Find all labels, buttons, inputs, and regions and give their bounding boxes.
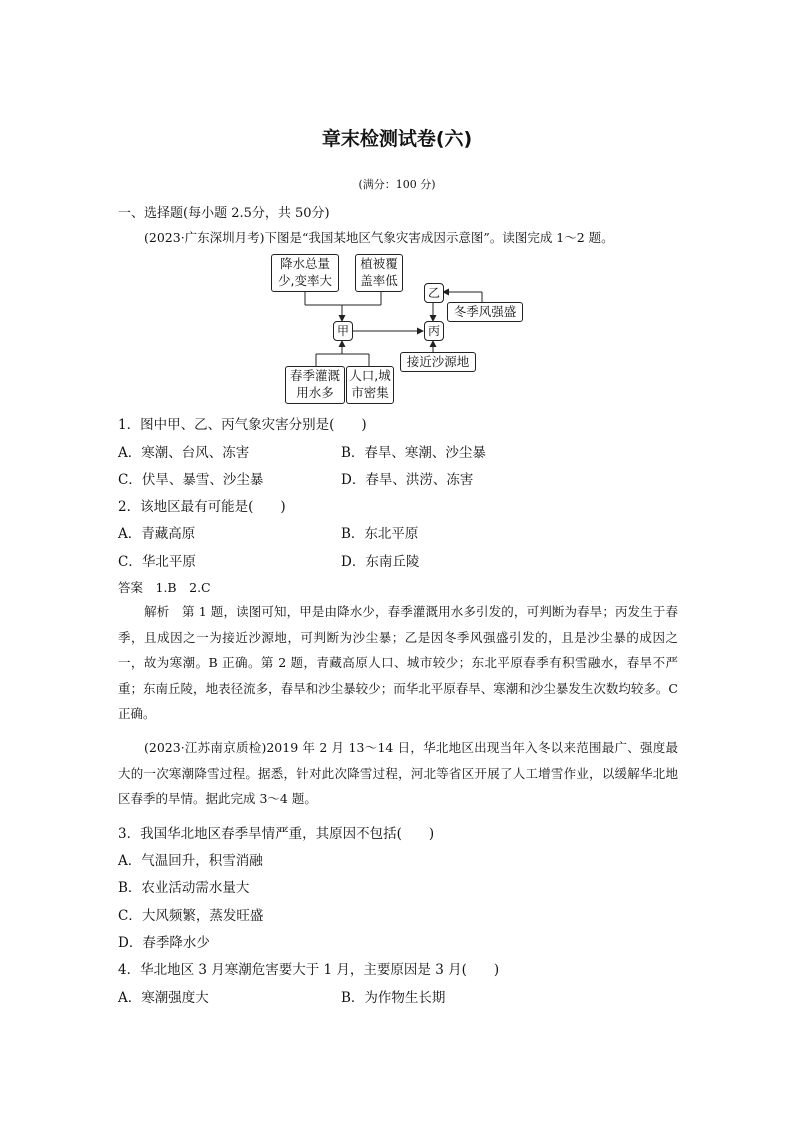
question-1-option-a: A．寒潮、台风、冻害	[118, 445, 250, 461]
question-3-stem: 3．我国华北地区春季旱情严重，其原因不包括( )	[118, 826, 435, 842]
answer-line: 答案 1.B 2.C	[118, 580, 211, 595]
node-spring-irrigation	[285, 366, 345, 404]
node-low-rainfall-line2: 少,变率大	[278, 273, 332, 288]
score-note: (满分：100 分)	[358, 178, 436, 191]
node-low-vegetation-line2: 盖率低	[360, 273, 398, 288]
question-1-option-b: B．春旱、寒潮、沙尘暴	[341, 445, 486, 461]
question-2-option-b: B．东北平原	[341, 526, 419, 542]
node-dense-population-line2: 市密集	[351, 385, 389, 400]
node-dense-population	[346, 366, 394, 404]
node-jia: 甲	[333, 321, 353, 341]
intro-paragraph-1: (2023·广东深圳月考)下图是“我国某地区气象灾害成因示意图”。读图完成 1～2 题。	[144, 230, 614, 245]
question-3-option-a: A．气温回升，积雪消融	[118, 853, 263, 869]
question-3-option-b: B．农业活动需水量大	[118, 880, 250, 896]
node-low-vegetation	[355, 254, 403, 292]
question-1-option-c: C．伏旱、暴雪、沙尘暴	[118, 472, 264, 488]
question-4-option-a: A．寒潮强度大	[118, 990, 209, 1006]
question-1-option-d: D．春旱、洪涝、冻害	[341, 472, 474, 488]
node-spring-irrigation-line1: 春季灌溉	[289, 368, 340, 383]
question-2-option-c: C．华北平原	[118, 554, 196, 570]
question-2-stem: 2．该地区最有可能是( )	[118, 499, 286, 515]
node-yi: 乙	[424, 283, 444, 303]
question-4-stem: 4．华北地区 3 月寒潮危害要大于 1 月，主要原因是 3 月( )	[118, 962, 500, 978]
question-2-option-d: D．东南丘陵	[341, 554, 420, 570]
diagram-connectors	[0, 0, 794, 420]
intro-paragraph-2	[118, 735, 678, 812]
question-4-option-b: B．为作物生长期	[341, 990, 446, 1006]
section-heading: 一、选择题(每小题 2.5分，共 50分)	[118, 206, 330, 221]
node-spring-irrigation-line2: 用水多	[296, 385, 334, 400]
node-low-rainfall-line1: 降水总量	[279, 256, 330, 271]
page-title: 章末检测试卷(六)	[321, 128, 473, 150]
analysis-paragraph	[118, 599, 678, 727]
node-low-vegetation-line1: 植被覆	[360, 256, 398, 271]
analysis-text: 解析 第 1 题，读图可知，甲是由降水少，春季灌溉用水多引发的，可判断为春旱；丙发生于春季，且成因之一为接近沙源地，可判断为沙尘暴；乙是因冬季风强盛引发的，且是沙尘暴的成因之一，故为寒潮。B 正确。第 2 题，青藏高原人口、城市较少；东北平原春季有积雪融水，春旱不严重；东南丘陵，地表径流多，春旱和沙尘暴较少；而华北平原春旱、寒潮和沙尘暴发生次数均较多。C 正确。	[118, 604, 678, 721]
question-3-option-c: C．大风频繁，蒸发旺盛	[118, 908, 264, 924]
node-low-rainfall	[271, 254, 339, 292]
intro-paragraph-2-text: (2023·江苏南京质检)2019 年 2 月 13～14 日，华北地区出现当年入冬以来范围最广、强度最大的一次寒潮降雪过程。据悉，针对此次降雪过程，河北等省区开展了人工增雪作业，以缓解华北地区春季的旱情。据此完成 3～4 题。	[118, 740, 678, 806]
node-dense-population-line1: 人口,城	[349, 368, 391, 383]
question-3-option-d: D．春季降水少	[118, 935, 210, 951]
node-near-sand-source: 接近沙源地	[400, 352, 476, 372]
question-1-stem: 1．图中甲、乙、丙气象灾害分别是( )	[118, 417, 367, 433]
question-2-option-a: A．青藏高原	[118, 526, 196, 542]
node-bing: 丙	[424, 321, 444, 341]
node-winter-monsoon: 冬季风强盛	[447, 302, 523, 322]
